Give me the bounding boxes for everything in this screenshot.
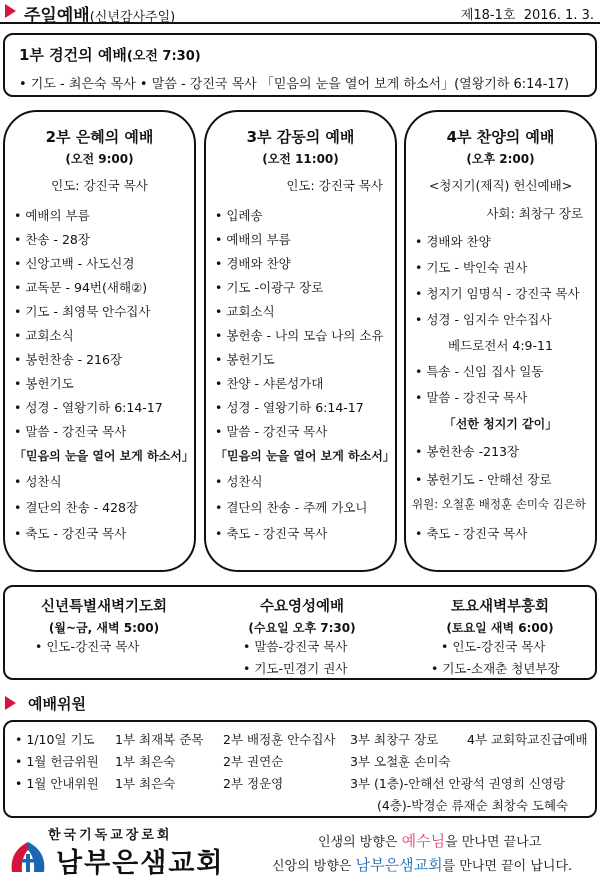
service-1-title: 1부 경건의 예배(오전 7:30): [19, 46, 201, 64]
committee-label: 예배위원: [28, 695, 86, 713]
service-1-box: [3, 33, 597, 97]
committee-header: [0, 692, 200, 714]
table-cell: 2부 정운영: [223, 776, 284, 791]
slogan-line-2: 신앙의 방향은 남부은샘교회를 만나면 끝이 납니다.: [272, 856, 573, 874]
list-item: • 봉헌기도: [14, 376, 74, 391]
special-service-time: (월~금, 새벽 5:00): [48, 621, 160, 635]
slogan-line-1: 인생의 방향은 예수님을 만나면 끝나고: [318, 832, 542, 850]
church-name: 남부은샘교회: [56, 848, 225, 878]
list-item: • 기도 - 최영묵 안수집사: [14, 304, 151, 319]
list-item: • 봉헌송 - 나의 모습 나의 소유: [215, 328, 384, 343]
list-item: • 찬양 - 샤론성가대: [215, 376, 324, 391]
list-item: • 봉헌기도: [215, 352, 275, 367]
service-4-leader: 사회: 최창구 장로: [486, 206, 583, 221]
triangle-bullet-icon: [5, 4, 16, 18]
committee-line: 위원: 오철훈 배정훈 손미숙 김은하: [412, 497, 587, 511]
service-3-title: 3부 감동의 예배: [246, 128, 355, 146]
list-item: • 기도 - 박인숙 권사: [415, 260, 528, 275]
list-item: • 청지기 임명식 - 강진국 목사: [415, 286, 580, 301]
list-item: • 기도-민경기 권사: [243, 661, 348, 676]
list-item: • 입례송: [215, 208, 263, 223]
special-services-box: [3, 585, 597, 680]
service-4-box: [404, 110, 597, 572]
list-item: • 특송 - 신임 집사 일동: [415, 364, 544, 379]
table-cell: 1부 최은숙: [115, 754, 176, 769]
table-cell: 4부 교회학교진급예배: [467, 732, 588, 747]
service-2-leader: 인도: 강진국 목사: [51, 178, 148, 193]
scripture-ref: 베드로전서 4:9-11: [448, 338, 553, 353]
list-item: • 축도 - 강진국 목사: [215, 526, 328, 541]
service-3-time: (오전 11:00): [262, 152, 339, 166]
table-cell: • 1월 헌금위원: [15, 754, 99, 769]
church-logo-icon: [6, 840, 50, 876]
special-service-title: 토요새벽부흥회: [450, 599, 550, 615]
list-item: • 교회소식: [215, 304, 275, 319]
issue-date: 2016. 1. 3.: [523, 8, 594, 23]
special-service-title: 수요영성예배: [259, 599, 345, 615]
service-3-leader: 인도: 강진국 목사: [286, 178, 383, 193]
list-item: • 말씀 - 강진국 목사: [215, 424, 328, 439]
service-4-time: (오후 2:00): [466, 152, 535, 166]
list-item: • 성경 - 임지수 안수집사: [415, 312, 552, 327]
list-item: • 결단의 찬송 - 428장: [14, 500, 139, 515]
list-item: • 말씀 - 강진국 목사: [415, 390, 528, 405]
table-cell: 2부 권연순: [223, 754, 284, 769]
list-item: • 기도 -이광구 장로: [215, 280, 324, 295]
special-service-3: [401, 587, 599, 682]
special-service-time: (수요일 오후 7:30): [248, 621, 356, 635]
list-item: • 봉헌기도 - 안해선 장로: [415, 472, 552, 487]
table-cell: 1부 최재복 준목: [115, 732, 204, 747]
list-item: • 인도-강진국 목사: [35, 639, 140, 654]
table-cell: 3부 오철훈 손미숙: [350, 754, 451, 769]
service-2-title: 2부 은혜의 예배: [45, 128, 154, 146]
page-title: 주일예배(신년감사주일): [24, 6, 176, 26]
table-cell: • 1/10일 기도: [15, 732, 95, 747]
table-cell: • 1월 안내위원: [15, 776, 99, 791]
list-item: • 축도 - 강진국 목사: [14, 526, 127, 541]
table-cell: 3부 (1층)-안해선 안광석 권영희 신영랑: [350, 776, 566, 791]
table-cell: 1부 최은숙: [115, 776, 176, 791]
list-item: • 말씀 - 강진국 목사: [14, 424, 127, 439]
list-item: • 말씀-강진국 목사: [243, 639, 348, 654]
service-1-line: • 기도 - 최은숙 목사 • 말씀 - 강진국 목사 「믿음의 눈을 열어 보게 하소서」(열왕기하 6:14-17): [19, 77, 570, 92]
list-item: • 교독문 - 94번(새해②): [14, 280, 148, 295]
special-service-time: (토요일 새벽 6:00): [446, 621, 554, 635]
page-subtitle: (신년감사주일): [89, 10, 176, 25]
list-item: • 경배와 찬양: [415, 234, 491, 249]
sermon-title: 「믿음의 눈을 열어 보게 하소서」: [215, 449, 395, 463]
service-3-box: [204, 110, 397, 572]
footer: [0, 820, 600, 878]
special-service-title: 신년특별새벽기도회: [40, 599, 168, 615]
special-service-1: [5, 587, 203, 682]
list-item: • 기도-소재춘 청년부장: [431, 661, 560, 676]
service-4-special: <청지기(제직) 헌신예배>: [428, 178, 573, 193]
table-cell: 3부 최창구 장로: [350, 732, 439, 747]
sermon-title: 「믿음의 눈을 열어 보게 하소서」: [14, 449, 194, 463]
list-item: • 성경 - 열왕기하 6:14-17: [14, 400, 163, 415]
triangle-bullet-icon: [5, 696, 16, 710]
list-item: • 경배와 찬양: [215, 256, 291, 271]
bulletin-header: [0, 0, 600, 24]
list-item: • 교회소식: [14, 328, 74, 343]
sermon-title: 「선한 청지기 같이」: [443, 417, 558, 431]
committee-box: [3, 720, 597, 818]
list-item: • 결단의 찬송 - 주께 가오니: [215, 500, 368, 515]
special-service-2: [203, 587, 401, 682]
list-item: • 찬송 - 28장: [14, 232, 90, 247]
list-item: • 신앙고백 - 사도신경: [14, 256, 135, 271]
list-item: • 인도-강진국 목사: [441, 639, 546, 654]
service-2-time: (오전 9:00): [65, 152, 134, 166]
list-item: • 예배의 부름: [215, 232, 291, 247]
list-item: • 성찬식: [215, 474, 263, 489]
service-2-box: [3, 110, 196, 572]
table-cell: 2부 배정훈 안수집사: [223, 732, 336, 747]
list-item: • 봉헌찬송 - 216장: [14, 352, 123, 367]
list-item: • 성찬식: [14, 474, 62, 489]
list-item: • 축도 - 강진국 목사: [415, 526, 528, 541]
service-4-title: 4부 찬양의 예배: [446, 128, 555, 146]
list-item: • 예배의 부름: [14, 208, 90, 223]
table-cell: (4층)-박경순 류재순 최창숙 도혜숙: [377, 798, 569, 813]
list-item: • 성경 - 열왕기하 6:14-17: [215, 400, 364, 415]
list-item: • 봉헌찬송 -213장: [415, 444, 520, 459]
denomination-name: 한국기독교장로회: [48, 828, 173, 843]
issue-info: 제18-1호 2016. 1. 3.: [460, 8, 594, 23]
